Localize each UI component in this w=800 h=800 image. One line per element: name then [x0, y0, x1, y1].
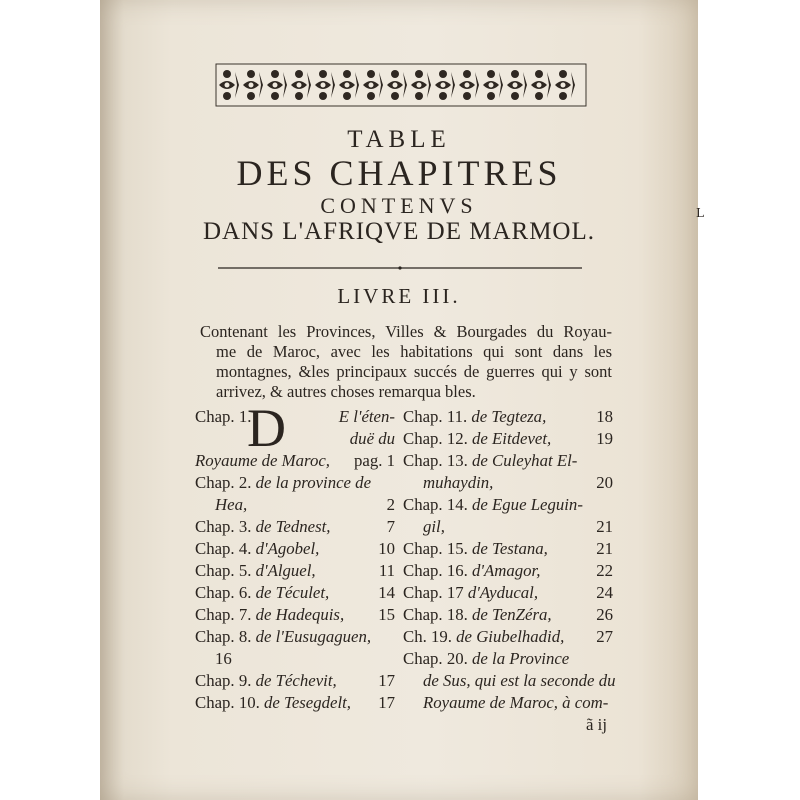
- toc-entry-chap13: [403, 450, 613, 472]
- page-number: 21: [596, 517, 613, 536]
- toc-entry-chap2-cont: [195, 494, 395, 516]
- toc-entry-chap20: [403, 648, 613, 670]
- chap-title: d'Agobel,: [255, 539, 320, 558]
- toc-entry-chap20-cont: [403, 670, 616, 692]
- summary-line: Contenant les Provinces, Villes & Bourgades du Royau-: [200, 322, 612, 341]
- toc-entry-chap12: [403, 428, 613, 450]
- toc-entry-chap15: [403, 538, 613, 560]
- toc-entry-chap2: [195, 472, 395, 494]
- chap-title: d'Alguel,: [255, 561, 316, 580]
- chap-number: Chap. 18.: [403, 605, 468, 624]
- toc-entry-chap14-cont: [403, 516, 613, 538]
- contents-left-column: [195, 398, 395, 714]
- chap-title: gil,: [423, 517, 445, 536]
- page-number: 17: [378, 671, 395, 690]
- chap-number: Chap. 6.: [195, 583, 252, 602]
- chap-number: Chap. 8.: [195, 627, 252, 646]
- chap-title: de Eitdevet,: [472, 429, 552, 448]
- toc-entry-chap4: [195, 538, 395, 560]
- chap-number: Chap. 2.: [195, 473, 252, 492]
- toc-entry-chap11: [403, 406, 613, 428]
- chap-title: de Tesegdelt,: [264, 693, 352, 712]
- toc-entry-chap14: [403, 494, 613, 516]
- page-number: 24: [596, 583, 613, 602]
- summary-line: arrivez, & autres choses remarqua bles.: [216, 382, 476, 401]
- page-number: 18: [596, 407, 613, 426]
- toc-entry-chap1-cont: [195, 428, 395, 450]
- chap-title: de Culeyhat El-: [472, 451, 578, 470]
- page-number: 17: [378, 693, 395, 712]
- chap-number: Chap. 13.: [403, 451, 468, 470]
- chap-title: E l'éten-: [338, 407, 395, 426]
- chap-title: de Téchevit,: [255, 671, 337, 690]
- page-number: 7: [386, 517, 395, 536]
- book-page: [100, 0, 704, 800]
- chap-number: Chap. 15.: [403, 539, 468, 558]
- ornamental-headpiece-band: [215, 62, 587, 108]
- toc-entry-chap13-cont: [403, 472, 613, 494]
- summary-line: montagnes, &les principaux succés de guerres qui y sont: [216, 362, 612, 381]
- chap-title: muhaydin,: [423, 473, 494, 492]
- page-number: 2: [386, 495, 395, 514]
- toc-entry-chap3: [195, 516, 395, 538]
- chap-number: Chap. 9.: [195, 671, 252, 690]
- chap-title: de Egue Leguin-: [472, 495, 583, 514]
- chap-number: Chap. 14.: [403, 495, 468, 514]
- chap-title: de TenZéra,: [472, 605, 552, 624]
- page-number: 20: [596, 473, 613, 492]
- chap-title: d'Amagor,: [472, 561, 541, 580]
- page-number: 26: [596, 605, 613, 624]
- toc-entry-chap16: [403, 560, 613, 582]
- chap-title: de Téculet,: [255, 583, 330, 602]
- contents-right-column: [403, 406, 616, 736]
- toc-entry-chap17: [403, 582, 613, 604]
- chap-number: Chap. 16.: [403, 561, 468, 580]
- page-number: 19: [596, 429, 613, 448]
- margin-mark: L: [696, 206, 704, 220]
- chap-number: Chap. 20.: [403, 649, 468, 668]
- rule-separator: [218, 266, 582, 270]
- page-ref: pag. 1: [353, 451, 395, 470]
- chap-number: Chap. 12.: [403, 429, 468, 448]
- page-number: 27: [596, 627, 613, 646]
- toc-entry-chap5: [195, 560, 395, 582]
- livre-heading: LIVRE III.: [337, 284, 461, 308]
- chap-title: de Hadequis,: [255, 605, 345, 624]
- signature-mark: ã ij: [586, 715, 607, 734]
- chap-number: Chap. 5.: [195, 561, 252, 580]
- page-number: 15: [378, 605, 395, 624]
- toc-entry-chap19: [403, 626, 613, 648]
- page-number: 22: [596, 561, 613, 580]
- toc-entry-chap8-cont: [195, 648, 395, 670]
- chap-number: Chap. 10.: [195, 693, 260, 712]
- chap-title: Royaume de Maroc, à com-: [423, 693, 609, 712]
- chap-title: de Sus, qui est la seconde du: [423, 671, 616, 690]
- page-number: 14: [378, 583, 395, 602]
- title-des-chapitres: DES CHAPITRES: [236, 153, 562, 193]
- chap-title: duë du: [349, 429, 395, 448]
- chap-title: de Tegteza,: [471, 407, 547, 426]
- toc-entry-chap9: [195, 670, 395, 692]
- toc-entry-chap6: [195, 582, 395, 604]
- page-number: 21: [596, 539, 613, 558]
- chap-title: de Tednest,: [255, 517, 331, 536]
- toc-entry-chap20-cont: [403, 692, 613, 714]
- toc-entry-chap10: [195, 692, 395, 714]
- chap-number: Chap. 17: [403, 583, 464, 602]
- summary-line: me de Maroc, avec les habitations qui sont dans les: [216, 342, 612, 361]
- chap-title: de la Province: [472, 649, 570, 668]
- page-number: 10: [378, 539, 395, 558]
- toc-entry-chap7: [195, 604, 395, 626]
- toc-entry-chap8: [195, 626, 395, 648]
- chap-title: de l'Eusugaguen,: [255, 627, 372, 646]
- chap-title: Hea,: [215, 495, 248, 514]
- toc-entry-chap18: [403, 604, 613, 626]
- title-table: TABLE: [347, 126, 451, 153]
- title-dans-lafrique: DANS L'AFRIQVE DE MARMOL.: [202, 218, 596, 245]
- chap-title: d'Ayducal,: [467, 583, 539, 602]
- chap-title: Royaume de Maroc,: [195, 451, 330, 470]
- page-number: 16: [215, 649, 232, 668]
- chap-number: Chap. 4.: [195, 539, 252, 558]
- book-summary-paragraph: [200, 322, 612, 402]
- chap-number: Chap. 3.: [195, 517, 252, 536]
- chap-number: Chap. 11.: [403, 407, 468, 426]
- chap-number: Chap. 1.: [195, 407, 252, 426]
- chap-title: de Testana,: [472, 539, 548, 558]
- page-number: 11: [378, 561, 395, 580]
- toc-entry-chap1-cont: [195, 450, 395, 472]
- drop-cap-initial: D: [247, 398, 286, 458]
- chap-title: de Giubelhadid,: [456, 627, 565, 646]
- chap-number: Chap. 7.: [195, 605, 252, 624]
- title-contenus: CONTENVS: [320, 193, 478, 218]
- chap-number: Ch. 19.: [403, 627, 452, 646]
- chap-title: de la province de: [255, 473, 372, 492]
